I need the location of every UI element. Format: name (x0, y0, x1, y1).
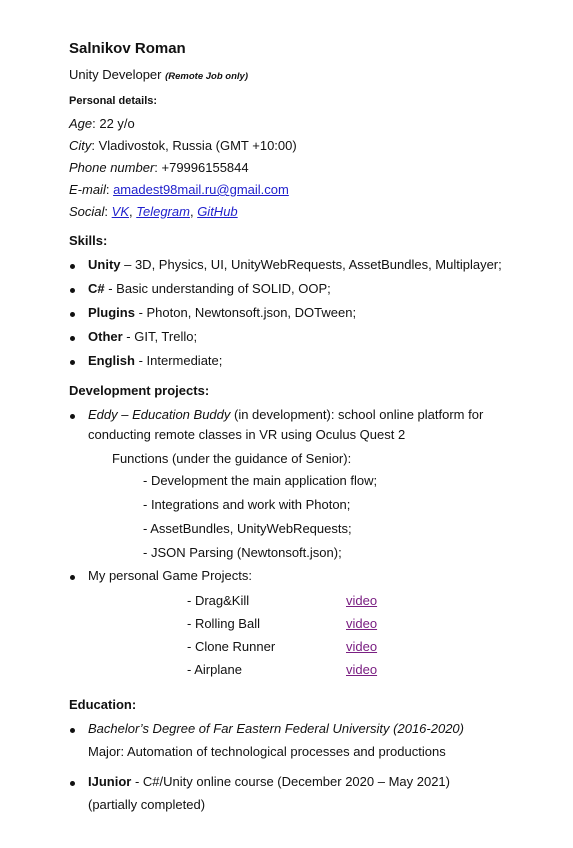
job-title-note: (Remote Job only) (165, 71, 248, 82)
game-item-name: - Drag&Kill (187, 593, 250, 608)
function-item: - JSON Parsing (Newtonsoft.json); (143, 545, 342, 560)
function-item: - Development the main application flow; (143, 473, 378, 488)
eddy-project-line-1 (88, 407, 483, 422)
social-separator: : (104, 204, 112, 219)
function-item: - AssetBundles, UnityWebRequests; (143, 521, 352, 536)
game-item-name: - Rolling Ball (187, 616, 260, 631)
email-separator: : (105, 182, 114, 197)
game-video-link[interactable]: video (346, 616, 378, 631)
social-line (69, 204, 238, 219)
age-value: : 22 y/o (92, 116, 135, 131)
eddy-project-desc-1: (in development): school online platform for (230, 407, 484, 422)
telegram-link[interactable]: Telegram (136, 204, 190, 219)
phone-value: : +79996155844 (154, 160, 249, 175)
city-line (69, 138, 297, 153)
email-label: E-mail (69, 182, 106, 197)
course-line (88, 774, 450, 789)
eddy-project-title: Eddy – Education Buddy (88, 407, 231, 422)
age-label: Age (69, 116, 93, 131)
skill-item-plugins (88, 305, 356, 320)
skill-desc: - GIT, Trello; (122, 329, 198, 344)
personal-details-heading: Personal details: (69, 95, 158, 107)
bullet-icon (70, 360, 75, 365)
skill-name: Unity (88, 257, 121, 272)
game-video-link[interactable]: video (346, 639, 378, 654)
skill-name: C# (88, 281, 105, 296)
eddy-project-desc-2: conducting remote classes in VR using Oculus Quest 2 (88, 427, 406, 442)
skill-desc: – 3D, Physics, UI, UnityWebRequests, AssetBundles, Multiplayer; (120, 257, 502, 272)
skill-item-english (88, 353, 222, 368)
vk-link[interactable]: VK (111, 204, 129, 219)
game-projects-heading: My personal Game Projects: (88, 568, 253, 583)
course-note: (partially completed) (88, 797, 206, 812)
bullet-icon (70, 414, 75, 419)
skill-desc: - Intermediate; (134, 353, 223, 368)
age-line (69, 116, 135, 131)
skill-name: English (88, 353, 135, 368)
skill-name: Plugins (88, 305, 135, 320)
education-heading: Education: (69, 697, 137, 712)
email-link[interactable]: amadest98mail.ru@gmail.com (113, 182, 289, 197)
job-title-text: Unity Developer (69, 67, 162, 82)
social-comma-2: , (189, 204, 198, 219)
course-desc: - C#/Unity online course (December 2020 – May 2021) (131, 774, 450, 789)
game-video-link[interactable]: video (346, 593, 378, 608)
job-title (69, 67, 248, 82)
skill-desc: - Basic understanding of SOLID, OOP; (104, 281, 331, 296)
course-name: IJunior (88, 774, 132, 789)
social-label: Social (69, 204, 105, 219)
game-item-name: - Airplane (187, 662, 242, 677)
bullet-icon (70, 288, 75, 293)
game-video-link[interactable]: video (346, 662, 378, 677)
phone-line (69, 160, 249, 175)
bullet-icon (70, 781, 75, 786)
skill-desc: - Photon, Newtonsoft.json, DOTween; (134, 305, 357, 320)
skill-name: Other (88, 329, 123, 344)
city-value: : Vladivostok, Russia (GMT +10:00) (91, 138, 297, 153)
github-link[interactable]: GitHub (197, 204, 238, 219)
projects-heading: Development projects: (69, 383, 210, 398)
bullet-icon (70, 336, 75, 341)
bullet-icon (70, 312, 75, 317)
bullet-icon (70, 575, 75, 580)
candidate-name: Salnikov Roman (69, 40, 186, 57)
degree-line: Bachelor’s Degree of Far Eastern Federal University (2016-2020) (88, 721, 464, 736)
city-label: City (69, 138, 92, 153)
social-comma-1: , (129, 204, 137, 219)
bullet-icon (70, 264, 75, 269)
game-item-name: - Clone Runner (187, 639, 276, 654)
email-line (69, 182, 289, 197)
major-line: Major: Automation of technological processes and productions (88, 744, 446, 759)
skill-item-unity (88, 257, 502, 272)
functions-heading: Functions (under the guidance of Senior): (112, 451, 352, 466)
skills-heading: Skills: (69, 233, 108, 248)
function-item: - Integrations and work with Photon; (143, 497, 351, 512)
skill-item-other (88, 329, 197, 344)
bullet-icon (70, 728, 75, 733)
skill-item-csharp (88, 281, 331, 296)
phone-label: Phone number (69, 160, 155, 175)
